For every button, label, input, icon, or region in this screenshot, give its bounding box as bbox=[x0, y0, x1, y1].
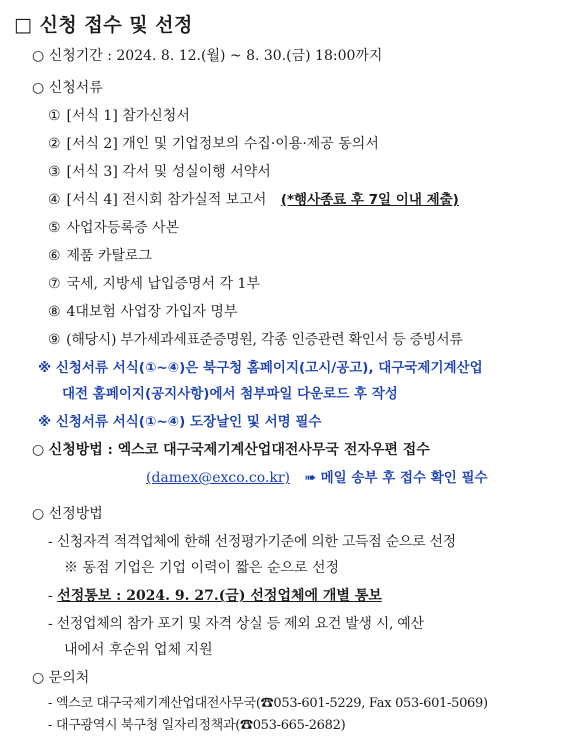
item-number: ① bbox=[48, 108, 61, 124]
document-item-text: 제품 카탈로그 bbox=[66, 248, 153, 264]
replacement-rule-line1: - 선정업체의 참가 포기 및 자격 상실 등 제외 요건 발생 시, 예산 bbox=[48, 616, 424, 632]
item-number: ④ bbox=[48, 192, 61, 208]
document-item-text: [서식 2] 개인 및 기업정보의 수집·이용·제공 동의서 bbox=[66, 136, 379, 152]
selection-notice-text: 선정통보 : 2024. 9. 27.(금) 선정업체에 개별 통보 bbox=[57, 588, 382, 604]
document-item bbox=[48, 246, 152, 266]
forms-download-note-line2: 대전 홈페이지(공지사항)에서 첨부파일 다운로드 후 작성 bbox=[62, 386, 398, 402]
contact-heading bbox=[32, 668, 89, 688]
contact-org: 엑스코 대구국제기계산업대전사무국( bbox=[55, 696, 261, 711]
document-item bbox=[48, 218, 179, 238]
item-number: ③ bbox=[48, 164, 61, 180]
document-item bbox=[48, 274, 260, 294]
document-item-text: [서식 1] 참가신청서 bbox=[66, 108, 190, 124]
submission-deadline-note: (*행사종료 후 7일 이내 제출) bbox=[280, 192, 459, 208]
contact-org: 대구광역시 북구청 일자리정책과( bbox=[55, 718, 240, 733]
circle-bullet: ○ bbox=[32, 442, 45, 458]
dash-bullet: - bbox=[48, 588, 53, 604]
document-item-text: [서식 4] 전시회 참가실적 보고서 bbox=[66, 192, 267, 208]
document-item bbox=[48, 134, 379, 154]
replacement-rule-line2: 내에서 후순위 업체 지원 bbox=[64, 642, 213, 658]
section-title: □ 신청 접수 및 선정 bbox=[14, 14, 193, 36]
documents-heading bbox=[32, 78, 103, 98]
contact-phone: 053-601-5229, Fax 053-601-5069) bbox=[273, 696, 488, 711]
item-number: ⑤ bbox=[48, 220, 61, 236]
contact-phone: 053-665-2682) bbox=[252, 718, 346, 733]
application-method bbox=[32, 440, 430, 460]
circle-bullet: ○ bbox=[32, 506, 45, 522]
item-number: ② bbox=[48, 136, 61, 152]
document-item bbox=[48, 106, 190, 126]
selection-heading bbox=[32, 504, 103, 524]
forms-download-note bbox=[38, 358, 483, 378]
selection-criteria: - 신청자격 적격업체에 한해 선정평가기준에 의한 고득점 순으로 선정 bbox=[48, 534, 456, 550]
note-mark: ※ bbox=[38, 414, 52, 430]
contact-heading-text: 문의처 bbox=[48, 670, 90, 686]
dash-bullet: - bbox=[48, 718, 53, 733]
document-item bbox=[48, 190, 459, 210]
email-link[interactable]: (damex@exco.co.kr) bbox=[146, 470, 290, 486]
circle-bullet: ○ bbox=[32, 670, 45, 686]
selection-notice bbox=[48, 586, 382, 606]
document-item bbox=[48, 162, 271, 182]
application-period bbox=[32, 46, 382, 66]
arrow-icon: ➠ bbox=[304, 470, 317, 486]
documents-heading-text: 신청서류 bbox=[48, 80, 103, 96]
item-number: ⑦ bbox=[48, 276, 61, 292]
document-item-text: 사업자등록증 사본 bbox=[66, 220, 180, 236]
seal-signature-note bbox=[38, 412, 321, 432]
seal-signature-note-text: 신청서류 서식(①~④) 도장날인 및 서명 필수 bbox=[55, 414, 322, 430]
circle-bullet: ○ bbox=[32, 80, 45, 96]
contact-exco bbox=[48, 694, 488, 714]
circle-bullet: ○ bbox=[32, 48, 45, 64]
email-confirm-note: 메일 송부 후 접수 확인 필수 bbox=[320, 470, 488, 486]
application-method-label: 신청방법 bbox=[48, 442, 103, 458]
application-email-line bbox=[146, 468, 488, 488]
document-item bbox=[48, 302, 237, 322]
item-number: ⑧ bbox=[48, 304, 61, 320]
document-item-text: 국세, 지방세 납입증명서 각 1부 bbox=[66, 276, 260, 292]
application-method-text: : 엑스코 대구국제기계산업대전사무국 전자우편 접수 bbox=[102, 442, 430, 458]
tie-break-note: ※ 동점 기업은 기업 이력이 짧은 순으로 선정 bbox=[64, 560, 340, 576]
selection-heading-text: 선정방법 bbox=[48, 506, 103, 522]
document-item-text: 4대보험 사업장 가입자 명부 bbox=[66, 304, 238, 320]
document-item-text: [서식 3] 각서 및 성실이행 서약서 bbox=[66, 164, 271, 180]
phone-icon: ☎ bbox=[260, 696, 274, 711]
document-item bbox=[48, 330, 463, 350]
forms-download-note-line1: 신청서류 서식(①~④)은 북구청 홈페이지(고시/공고), 대구국제기계산업 bbox=[55, 360, 483, 376]
note-mark: ※ bbox=[38, 360, 52, 376]
contact-bukgu bbox=[48, 716, 345, 736]
application-period-text: 신청기간 : 2024. 8. 12.(월) ~ 8. 30.(금) 18:00까지 bbox=[48, 48, 383, 64]
phone-icon: ☎ bbox=[240, 718, 253, 733]
document-item-text: (해당시) 부가세과세표준증명원, 각종 인증관련 확인서 등 증빙서류 bbox=[66, 332, 463, 348]
item-number: ⑥ bbox=[48, 248, 61, 264]
item-number: ⑨ bbox=[48, 332, 61, 348]
dash-bullet: - bbox=[48, 696, 53, 711]
